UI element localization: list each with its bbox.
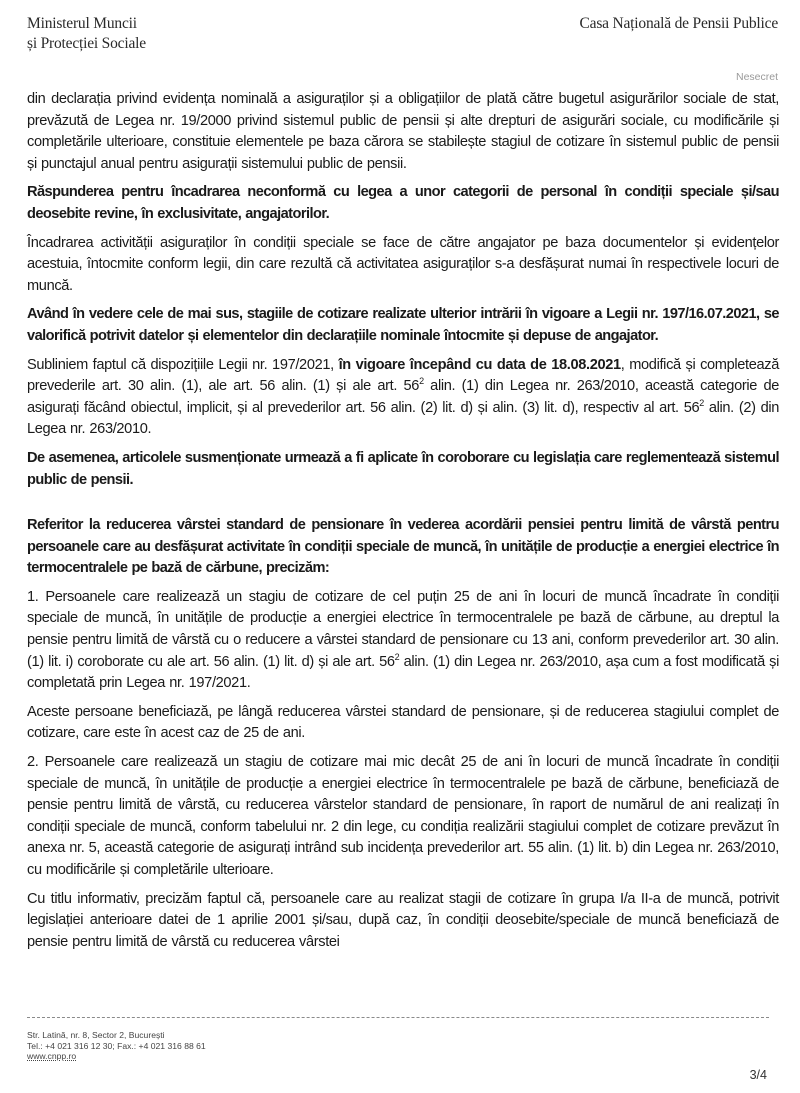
footer-website-link[interactable]: www.cnpp.ro: [27, 1051, 77, 1061]
paragraph-declaration: din declarația privind evidența nominală a asiguraților și a obligațiilor de plată către bugetul asigurărilor sociale de stat, prevăzută de Legea nr. 19/2000 privind sistemul public de pensii și alte drepturi de asigurări sociale, cu modificările și completările ulterioare, constituie elementele pe baza cărora se stabilește stagiul de cotizare în sistemul public de pensii și punctajul anual pentru asigurații sistemului public de pensii.: [27, 91, 779, 172]
footer-contact: [27, 1030, 206, 1062]
paragraph-point-1: 1. Persoanele care realizează un stagiu de cotizare de cel puțin 25 de ani în locuri de muncă încadrate în condiții speciale de muncă, în unitățile de producție a energiei electrice în termocentralele pe bază de cărbune, au dreptul la pensie pentru limită de vârstă cu o reducere a vârstei standard de pensionare cu 13 ani, conform prevederilor art. 30 alin. (1) lit. i) coroborate cu ale art. 56 alin. (1) lit. d) și ale art. $56^2$ alin. (1) din Legea nr. 263/2010, așa cum a fost modificată și completată prin Legea nr. 197/2021.: [27, 588, 779, 692]
paragraph-age-reduction-intro: Referitor la reducerea vârstei standard de pensionare în vederea acordării pensiei pentru limită de vârstă pentru persoanele care au desfășurat activitate în condiții speciale de muncă, în unitățile de producție a energiei electrice în termocentralele pe bază de cărbune, precizăm:: [27, 517, 779, 577]
paragraph-law-197: Având în vedere cele de mai sus, stagiile de cotizare realizate ulterior intrării în vigoare a Legii nr. 197/16.07.2021, se valorifică potrivit datelor și elementelor din declarațiile nominale întocmite și depuse de angajator.: [27, 306, 779, 344]
document-body: [27, 89, 779, 960]
ministry-header: [27, 14, 146, 54]
paragraph-benefit: Aceste persoane beneficiază, pe lângă reducerea vârstei standard de pensionare, și de reducerea stagiului complet de cotizare, care este în acest caz de 25 de ani.: [27, 703, 779, 742]
footer-phone-fax: Tel.: +4 021 316 12 30; Fax.: +4 021 316 88 61: [27, 1040, 206, 1051]
ministry-name-line1: Ministerul Muncii: [27, 15, 137, 32]
ministry-name-line2: și Protecției Sociale: [27, 35, 146, 52]
classification-label: Nesecret: [735, 71, 778, 83]
footer-divider: [27, 1017, 769, 1018]
paragraph-coroboration: De asemenea, articolele susmenționate urmează a fi aplicate în coroborare cu legislația care reglementează sistemul public de pensii.: [27, 449, 779, 488]
effective-date: în vigoare începând cu data de 18.08.2021: [338, 356, 621, 373]
footer-address: Str. Latină, nr. 8, Sector 2, București: [27, 1030, 165, 1040]
paragraph-classification: Încadrarea activității asiguraților în condiții speciale se face de către angajator pe baza documentelor și evidențelor acestuia, întocmite conform legii, din care rezultă că activitatea asiguraților s-a desfășurat numai în respectivele locuri de muncă.: [27, 234, 779, 294]
paragraph-point-2: 2. Persoanele care realizează un stagiu de cotizare mai mic decât 25 de ani în locuri de muncă încadrate în condiții speciale de muncă, în unitățile de producție a energiei electrice în termocentralele pe bază de cărbune, beneficiază de pensie pentru limită de vârstă, cu reducerea vârstelor standard de pensionare, în raport de numărul de ani realizați în condiții speciale de muncă, conform tabelului nr. 2 din lege, cu condiția realizării stagiului complet de cotizare prevăzut în anexa nr. 5, această categorie de asigurați intrând sub incidența prevederilor art. 55 alin. (1) lit. b) din Legea nr. 263/2010, cu modificările și completările ulterioare.: [27, 754, 779, 878]
paragraph-informative: Cu titlu informativ, precizăm faptul că, persoanele care au realizat stagii de cotizare în grupa I/a II-a de muncă, potrivit legislației anterioare datei de 1 aprilie 2001 și/sau, după caz, în condiții deosebite/speciale de muncă beneficiază de pensie pentru limită de vârstă cu reducerea vârstei: [27, 890, 779, 950]
paragraph-emphasis: Subliniem faptul că dispozițiile Legii nr. 197/2021, în vigoare începând cu data de 18.08.2021, modifică și completează prevederile art. 30 alin. (1), ale art. 56 alin. (1) și ale art. $56^2$ alin. (1) din Legea nr. 263/2010, această categorie de asigurați făcând obiectul, implicit, și al prevederilor art. 56 alin. (2) lit. d) și alin. (3) lit. d), respectiv al art. $56^2$ alin. (2) din Legea nr. 263/2010.: [27, 356, 779, 438]
agency-header: Casa Națională de Pensii Publice: [579, 15, 778, 32]
paragraph-responsibility: Răspunderea pentru încadrarea neconformă cu legea a unor categorii de personal în condiții speciale și/sau deosebite revine, în exclusivitate, angajatorilor.: [27, 184, 779, 222]
page-number: 3/4: [749, 1068, 767, 1082]
